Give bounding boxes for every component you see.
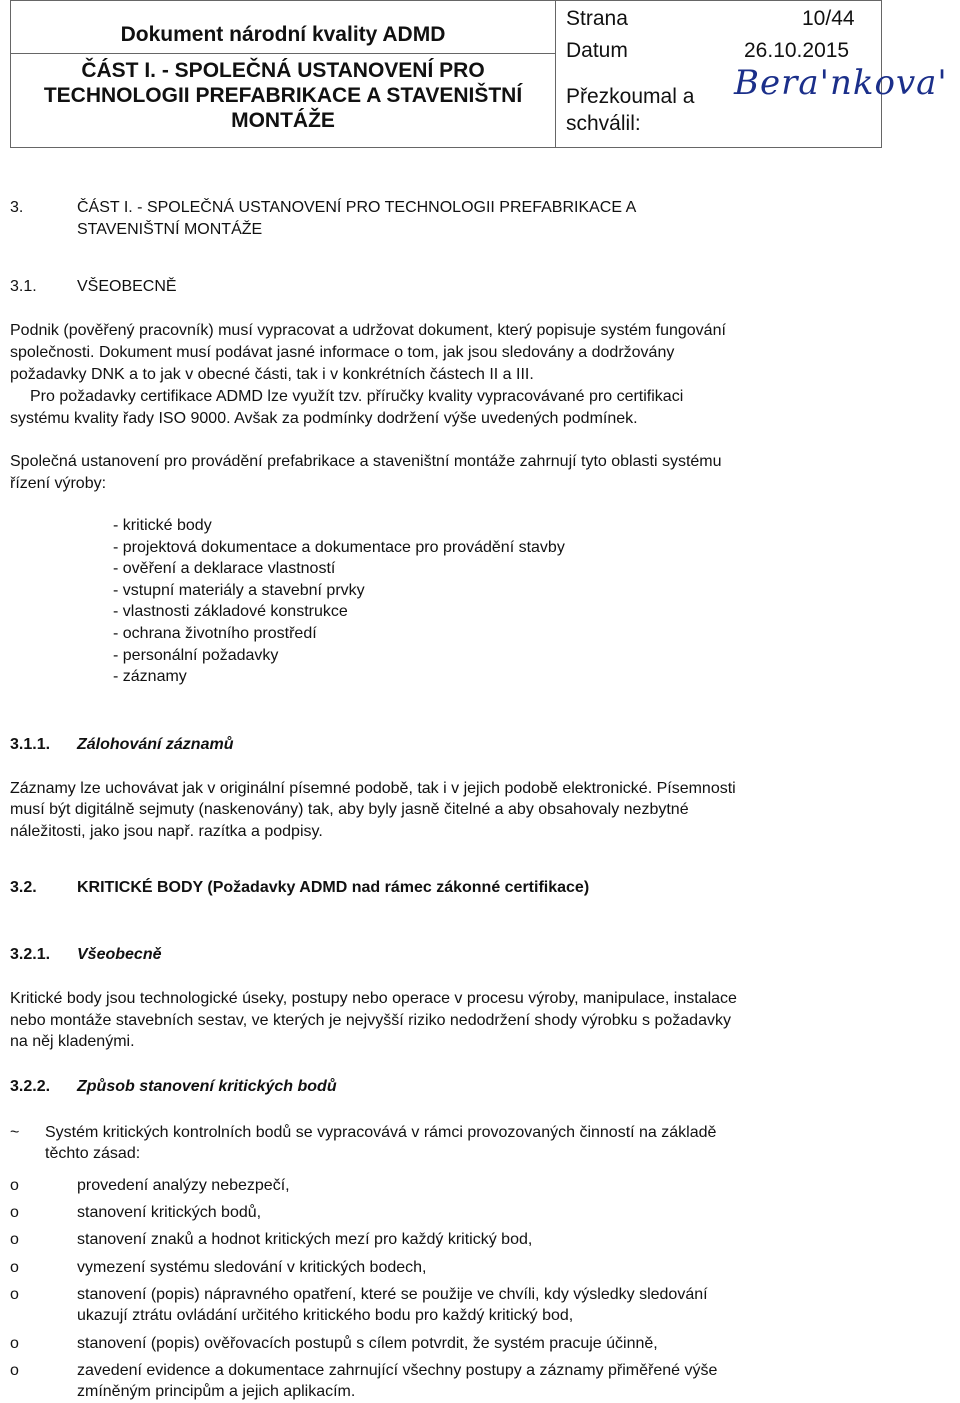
list-item: - personální požadavky [113,647,279,664]
bullet-marker: o [10,1259,19,1276]
para-line: Kritické body jsou technologické úseky, postupy nebo operace v procesu výroby, manipulace, instalace [10,990,737,1007]
tilde-item-line-1: Systém kritických kontrolních bodů se vypracovává v rámci provozovaných činností na základě [45,1124,717,1141]
part-title-line-3: MONTÁŽE [231,108,335,132]
prezkoumal-label [566,83,694,137]
para-line: Společná ustanovení pro provádění prefabrikace a staveništní montáže zahrnují tyto oblasti systému [10,453,722,470]
para-line: náležitosti, jako jsou např. razítka a podpisy. [10,823,323,840]
tilde-item-line-2: těchto zásad: [45,1145,141,1162]
tilde-marker: ~ [10,1124,20,1141]
section-3-1-number: 3.1. [10,278,37,295]
bullet-marker: o [10,1204,19,1221]
part-title-line-1: ČÁST I. - SPOLEČNÁ USTANOVENÍ PRO [81,58,485,82]
bullet-marker: o [10,1231,19,1248]
section-3-1-1-title: Zálohování záznamů [77,736,234,753]
para-line: nebo montáže stavebních sestav, ve kterých je nejvyšší riziko nedodržení shody výrobku s požadavky [10,1012,731,1029]
para-line: Záznamy lze uchovávat jak v originální písemné podobě, tak i v jejich podobě elektronické. Písemnosti [10,780,736,797]
header-meta-cell [556,1,948,148]
bullet-item-continued: zmíněným principům a jejich aplikacím. [77,1383,356,1400]
section-3-1-title: VŠEOBECNĚ [77,278,177,295]
document-header [10,0,948,148]
document-title: Dokument národní kvality ADMD [11,12,555,54]
prezkoumal-line-1: Přezkoumal a [566,85,695,108]
bullet-item: stanovení (popis) ověřovacích postupů s cílem potvrdit, že systém pracuje účinně, [77,1335,658,1352]
header-table [10,0,948,148]
bullet-marker: o [10,1177,19,1194]
bullet-item-continued: ukazují ztrátu ovládání určitého kritického bodu pro každý kritický bod, [77,1307,574,1324]
list-item: - kritické body [113,517,212,534]
section-3-2-2-number: 3.2.2. [10,1078,51,1095]
list-item: - projektová dokumentace a dokumentace pro provádění stavby [113,539,565,556]
part-title [11,54,555,137]
section-3-2-2-title: Způsob stanovení kritických bodů [77,1078,337,1095]
para-line: musí být digitálně sejmuty (naskenovány) tak, aby byly jasně čitelné a aby obsahovaly nezbytné [10,801,689,818]
header-title-cell [11,1,556,148]
bullet-item: provedení analýzy nebezpečí, [77,1177,290,1194]
bullet-item: zavedení evidence a dokumentace zahrnující všechny postupy a záznamy přiměřené výše [77,1362,718,1379]
para-line: na něj kladenými. [10,1033,135,1050]
section-3-1-1-number: 3.1.1. [10,736,51,753]
strana-value: 10/44 [802,7,855,30]
part-title-line-2: TECHNOLOGII PREFABRIKACE A STAVENIŠTNÍ [43,83,523,107]
datum-label: Datum [566,39,628,62]
para-line: řízení výroby: [10,475,107,492]
strana-label: Strana [566,7,628,30]
bullet-item: vymezení systému sledování v kritických bodech, [77,1259,427,1276]
section-3-2-number: 3.2. [10,879,37,896]
para-line: systému kvality řady ISO 9000. Avšak za podmínky dodržení výše uvedených podmínek. [10,410,638,427]
list-item: - záznamy [113,668,187,685]
list-item: - ochrana životního prostředí [113,625,317,642]
bullet-item: stanovení (popis) nápravného opatření, které se použije ve chvíli, kdy výsledky sledování [77,1286,708,1303]
para-line: společnosti. Dokument musí podávat jasné informace o tom, jak jsou sledovány a dodržovány [10,344,675,361]
signature: Bera'nkova' [734,63,948,103]
para-line: Podnik (pověřený pracovník) musí vypracovat a udržovat dokument, který popisuje systém fungování [10,322,726,339]
section-3-title-line-2: STAVENIŠTNÍ MONTÁŽE [77,221,263,238]
section-3-2-title: KRITICKÉ BODY (Požadavky ADMD nad rámec zákonné certifikace) [77,879,590,896]
bullet-item: stanovení kritických bodů, [77,1204,262,1221]
para-line: požadavky DNK a to jak v obecné části, tak i v konkrétních částech II a III. [10,366,534,383]
section-3-2-1-title: Všeobecně [77,946,162,963]
section-3-number: 3. [10,199,24,216]
section-3-title-line-1: ČÁST I. - SPOLEČNÁ USTANOVENÍ PRO TECHNOLOGII PREFABRIKACE A [77,199,637,216]
section-3-2-1-number: 3.2.1. [10,946,51,963]
para-line: Pro požadavky certifikace ADMD lze využít tzv. příručky kvality vypracovávané pro certifikaci [30,388,684,405]
list-item: - vlastnosti základové konstrukce [113,603,348,620]
bullet-marker: o [10,1362,19,1379]
bullet-marker: o [10,1335,19,1352]
list-item: - ověření a deklarace vlastností [113,560,336,577]
prezkoumal-line-2: schválil: [566,112,641,135]
datum-value: 26.10.2015 [744,39,850,62]
bullet-item: stanovení znaků a hodnot kritických mezí pro každý kritický bod, [77,1231,533,1248]
list-item: - vstupní materiály a stavební prvky [113,582,365,599]
bullet-marker: o [10,1286,19,1303]
